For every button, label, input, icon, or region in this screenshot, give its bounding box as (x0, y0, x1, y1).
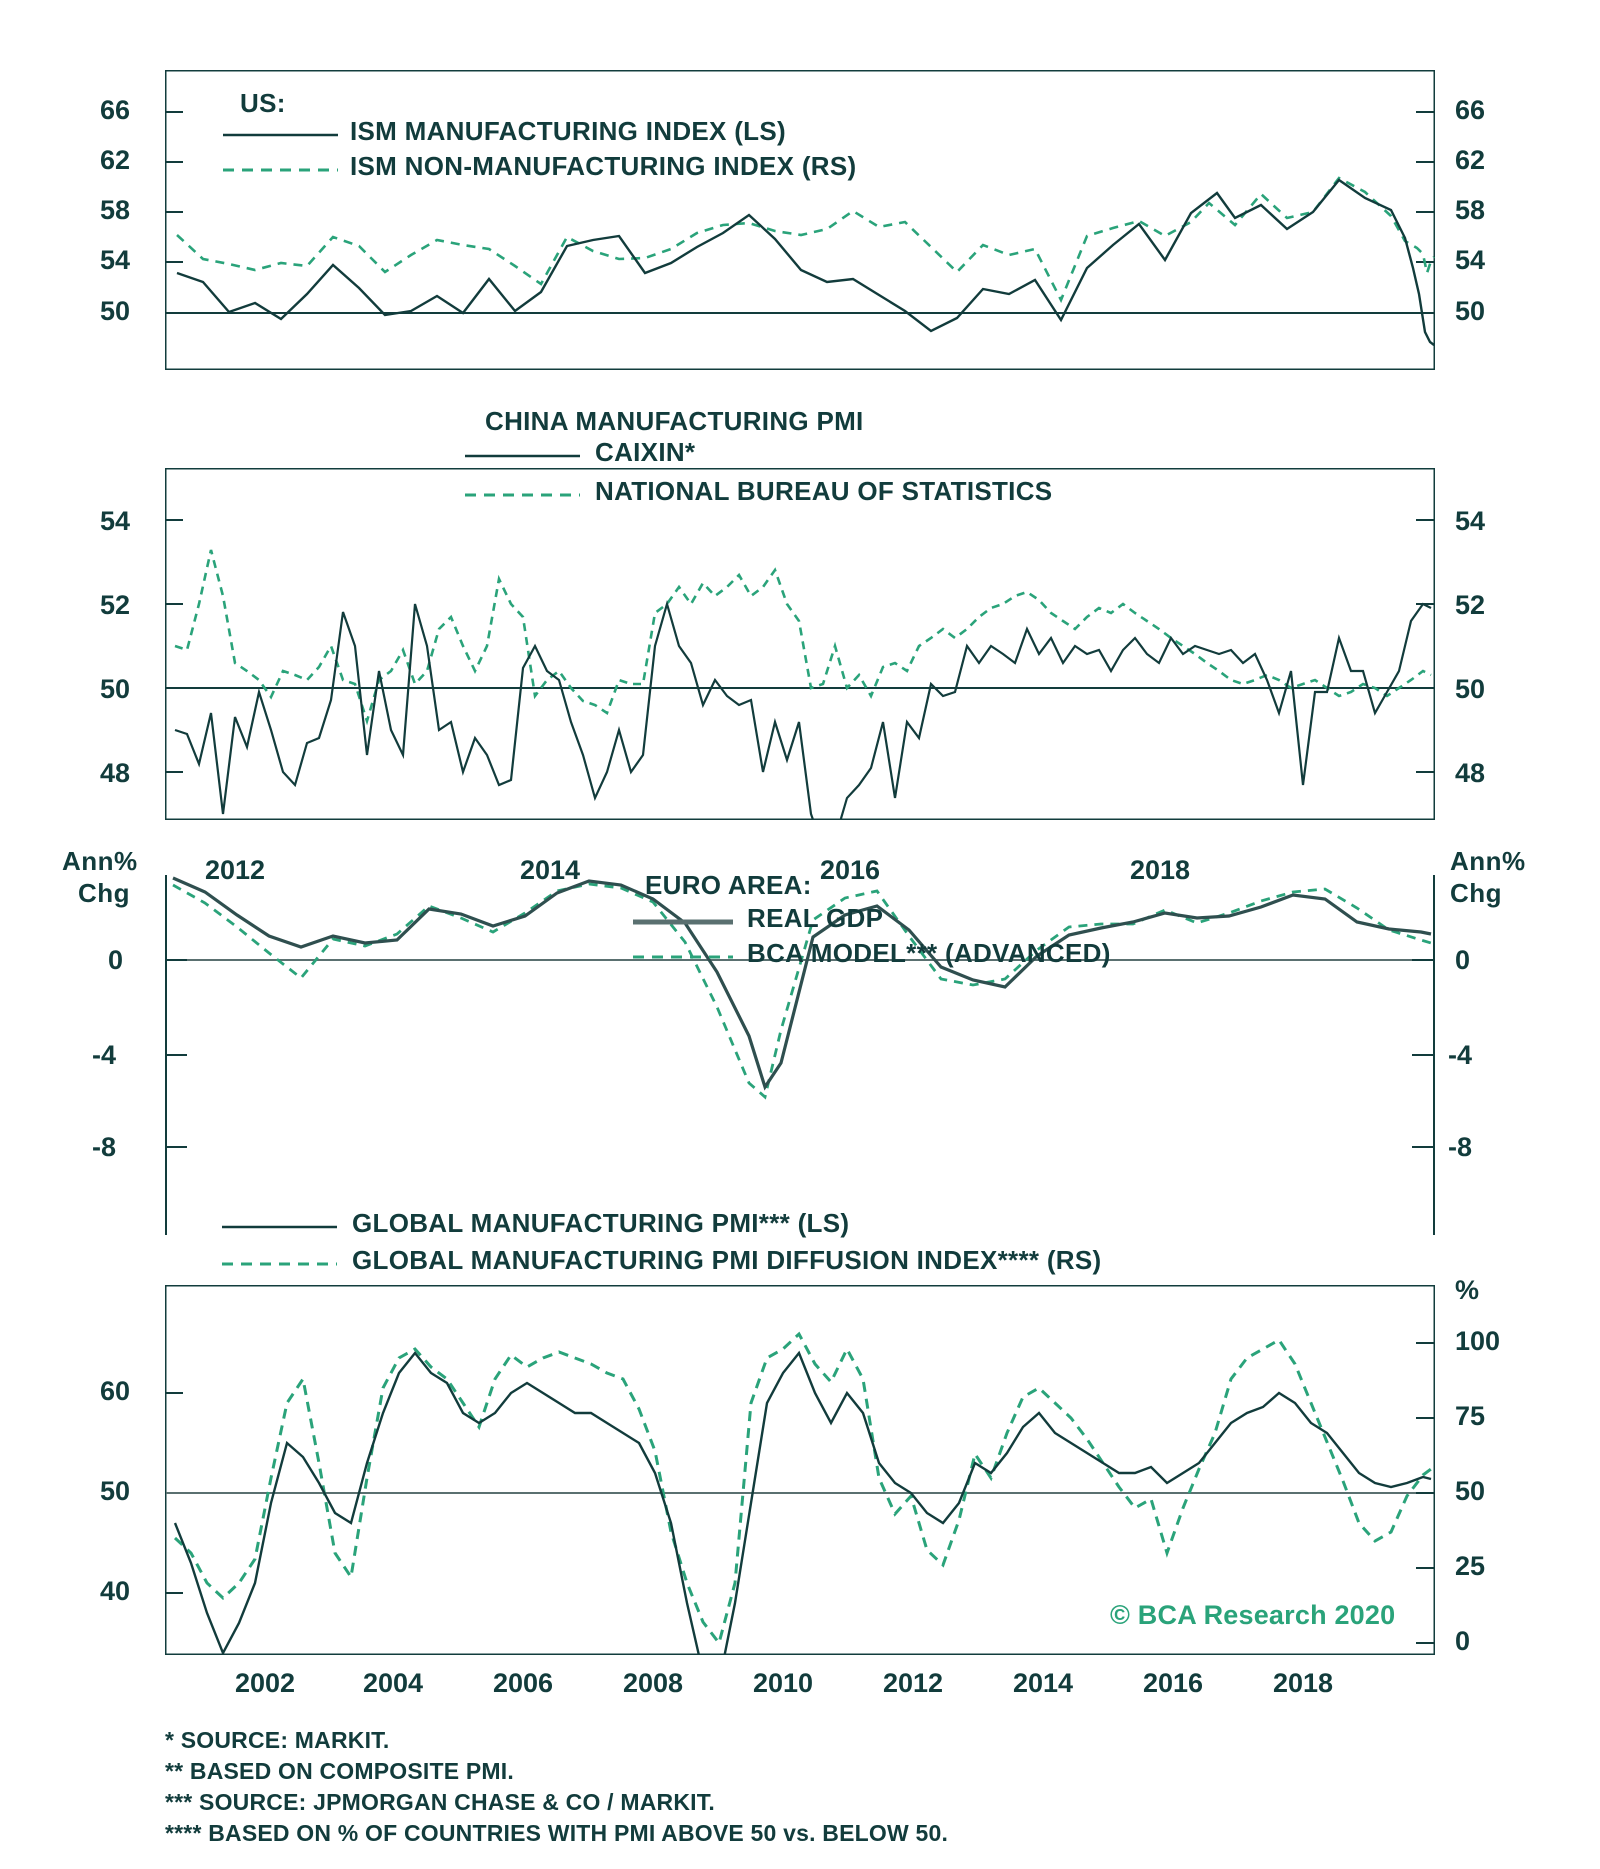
panel4-legend-swatch-solid (222, 1222, 337, 1232)
panel3-unit-left-line1: Ann% (62, 846, 138, 876)
footnote-2: *** SOURCE: JPMORGAN CHASE & CO / MARKIT. (165, 1789, 716, 1815)
panel1-ytick-right-0: 66 (1455, 95, 1486, 125)
panel1-legend-title: US: (240, 88, 286, 118)
panel2-xtick-1: 2014 (520, 855, 581, 885)
panel4-xtick-1: 2004 (363, 1668, 424, 1698)
panel4-ytick-right-0: 100 (1455, 1326, 1501, 1356)
panel1-ytick-right-2: 58 (1455, 195, 1486, 225)
panel2-legend-swatch-solid (465, 451, 580, 461)
panel2-ytick-1: 52 (100, 590, 131, 620)
panel4-xtick-7: 2016 (1143, 1668, 1204, 1698)
panel4-legend-item-0: GLOBAL MANUFACTURING PMI*** (LS) (352, 1208, 850, 1238)
panel-us-ism-svg (165, 70, 1435, 370)
series-global-diffusion (175, 1334, 1431, 1643)
series-ism-manufacturing (177, 180, 1434, 345)
panel2-ytick-right-0: 54 (1455, 506, 1486, 536)
panel1-ytick-3: 54 (100, 245, 131, 275)
panel2-ytick-right-1: 52 (1455, 590, 1486, 620)
panel4-xtick-2: 2006 (493, 1668, 554, 1698)
panel2-xtick-3: 2018 (1130, 855, 1191, 885)
panel1-legend-item-1: ISM NON-MANUFACTURING INDEX (RS) (350, 151, 857, 181)
panel3-legend-item-1: BCA MODEL*** (ADVANCED) (747, 938, 1111, 968)
panel2-ytick-2: 50 (100, 674, 131, 704)
panel3-ytick-right-0: 0 (1455, 945, 1471, 975)
panel1-legend-swatch-solid (223, 130, 338, 140)
panel2-ytick-right-2: 50 (1455, 674, 1486, 704)
panel-china-pmi-svg (165, 468, 1435, 820)
panel-us-ism (165, 70, 1435, 370)
panel3-ytick-right-2: -8 (1448, 1132, 1473, 1162)
copyright: © BCA Research 2020 (1110, 1600, 1396, 1630)
panel4-ytick-right-unit: % (1455, 1275, 1480, 1305)
panel3-unit-left-line2: Chg (78, 878, 131, 908)
footnote-0: * SOURCE: MARKIT. (165, 1727, 390, 1753)
panel3-legend-item-0: REAL GDP (747, 903, 884, 933)
panel1-legend-item-0: ISM MANUFACTURING INDEX (LS) (350, 116, 786, 146)
panel1-ytick-right-3: 54 (1455, 245, 1486, 275)
panel3-unit-right-line1: Ann% (1450, 846, 1526, 876)
panel2-ytick-right-3: 48 (1455, 758, 1486, 788)
footnotes (165, 1725, 948, 1849)
panel2-legend-item-1: NATIONAL BUREAU OF STATISTICS (595, 476, 1053, 506)
panel4-legend-item-1: GLOBAL MANUFACTURING PMI DIFFUSION INDEX**** (RS) (352, 1245, 1102, 1275)
panel4-ytick-0: 60 (100, 1376, 131, 1406)
panel1-legend-swatch-dashed (223, 165, 338, 175)
panel4-ytick-right-3: 25 (1455, 1551, 1486, 1581)
panel2-xtick-0: 2012 (205, 855, 266, 885)
panel3-ytick-1: -4 (92, 1040, 117, 1070)
panel1-ytick-2: 58 (100, 195, 131, 225)
panel4-xtick-0: 2002 (235, 1668, 296, 1698)
panel3-legend-swatch-dashed (633, 952, 733, 962)
footnote-1: ** BASED ON COMPOSITE PMI. (165, 1758, 514, 1784)
panel4-ytick-1: 50 (100, 1476, 131, 1506)
panel1-ytick-0: 66 (100, 95, 131, 125)
panel4-ytick-right-2: 50 (1455, 1476, 1486, 1506)
panel2-legend-item-0: CAIXIN* (595, 437, 696, 467)
panel4-xtick-5: 2012 (883, 1668, 944, 1698)
panel4-ytick-right-1: 75 (1455, 1401, 1486, 1431)
panel4-xtick-8: 2018 (1273, 1668, 1334, 1698)
panel4-xtick-6: 2014 (1013, 1668, 1074, 1698)
panel2-ytick-0: 54 (100, 506, 131, 536)
panel1-ytick-4: 50 (100, 296, 131, 326)
panel3-ytick-2: -8 (92, 1132, 117, 1162)
panel1-ytick-right-4: 50 (1455, 296, 1486, 326)
panel3-legend-swatch-solid (633, 917, 733, 927)
panel-china-pmi (165, 406, 1435, 820)
series-ism-non-manufacturing (177, 178, 1434, 300)
panel4-ytick-2: 40 (100, 1576, 131, 1606)
series-china-nbs (175, 550, 1431, 721)
panel3-ytick-0: 0 (108, 945, 124, 975)
panel4-ytick-right-4: 0 (1455, 1626, 1471, 1656)
panel4-legend-swatch-dashed (222, 1259, 337, 1269)
panel2-legend-swatch-dashed (465, 490, 580, 500)
panel3-ytick-right-1: -4 (1448, 1040, 1473, 1070)
panel3-unit-right-line2: Chg (1450, 878, 1503, 908)
panel1-ytick-right-1: 62 (1455, 145, 1486, 175)
panel2-legend-title: CHINA MANUFACTURING PMI (485, 406, 864, 436)
panel-global-pmi (165, 1285, 1435, 1655)
panel3-legend-title: EURO AREA: (645, 870, 812, 900)
panel2-ytick-3: 48 (100, 758, 131, 788)
footnote-3: **** BASED ON % OF COUNTRIES WITH PMI ABOVE 50 vs. BELOW 50. (165, 1820, 949, 1846)
panel4-xtick-4: 2010 (753, 1668, 814, 1698)
panel2-xtick-2: 2016 (820, 855, 881, 885)
panel4-xtick-3: 2008 (623, 1668, 684, 1698)
panel1-ytick-1: 62 (100, 145, 131, 175)
